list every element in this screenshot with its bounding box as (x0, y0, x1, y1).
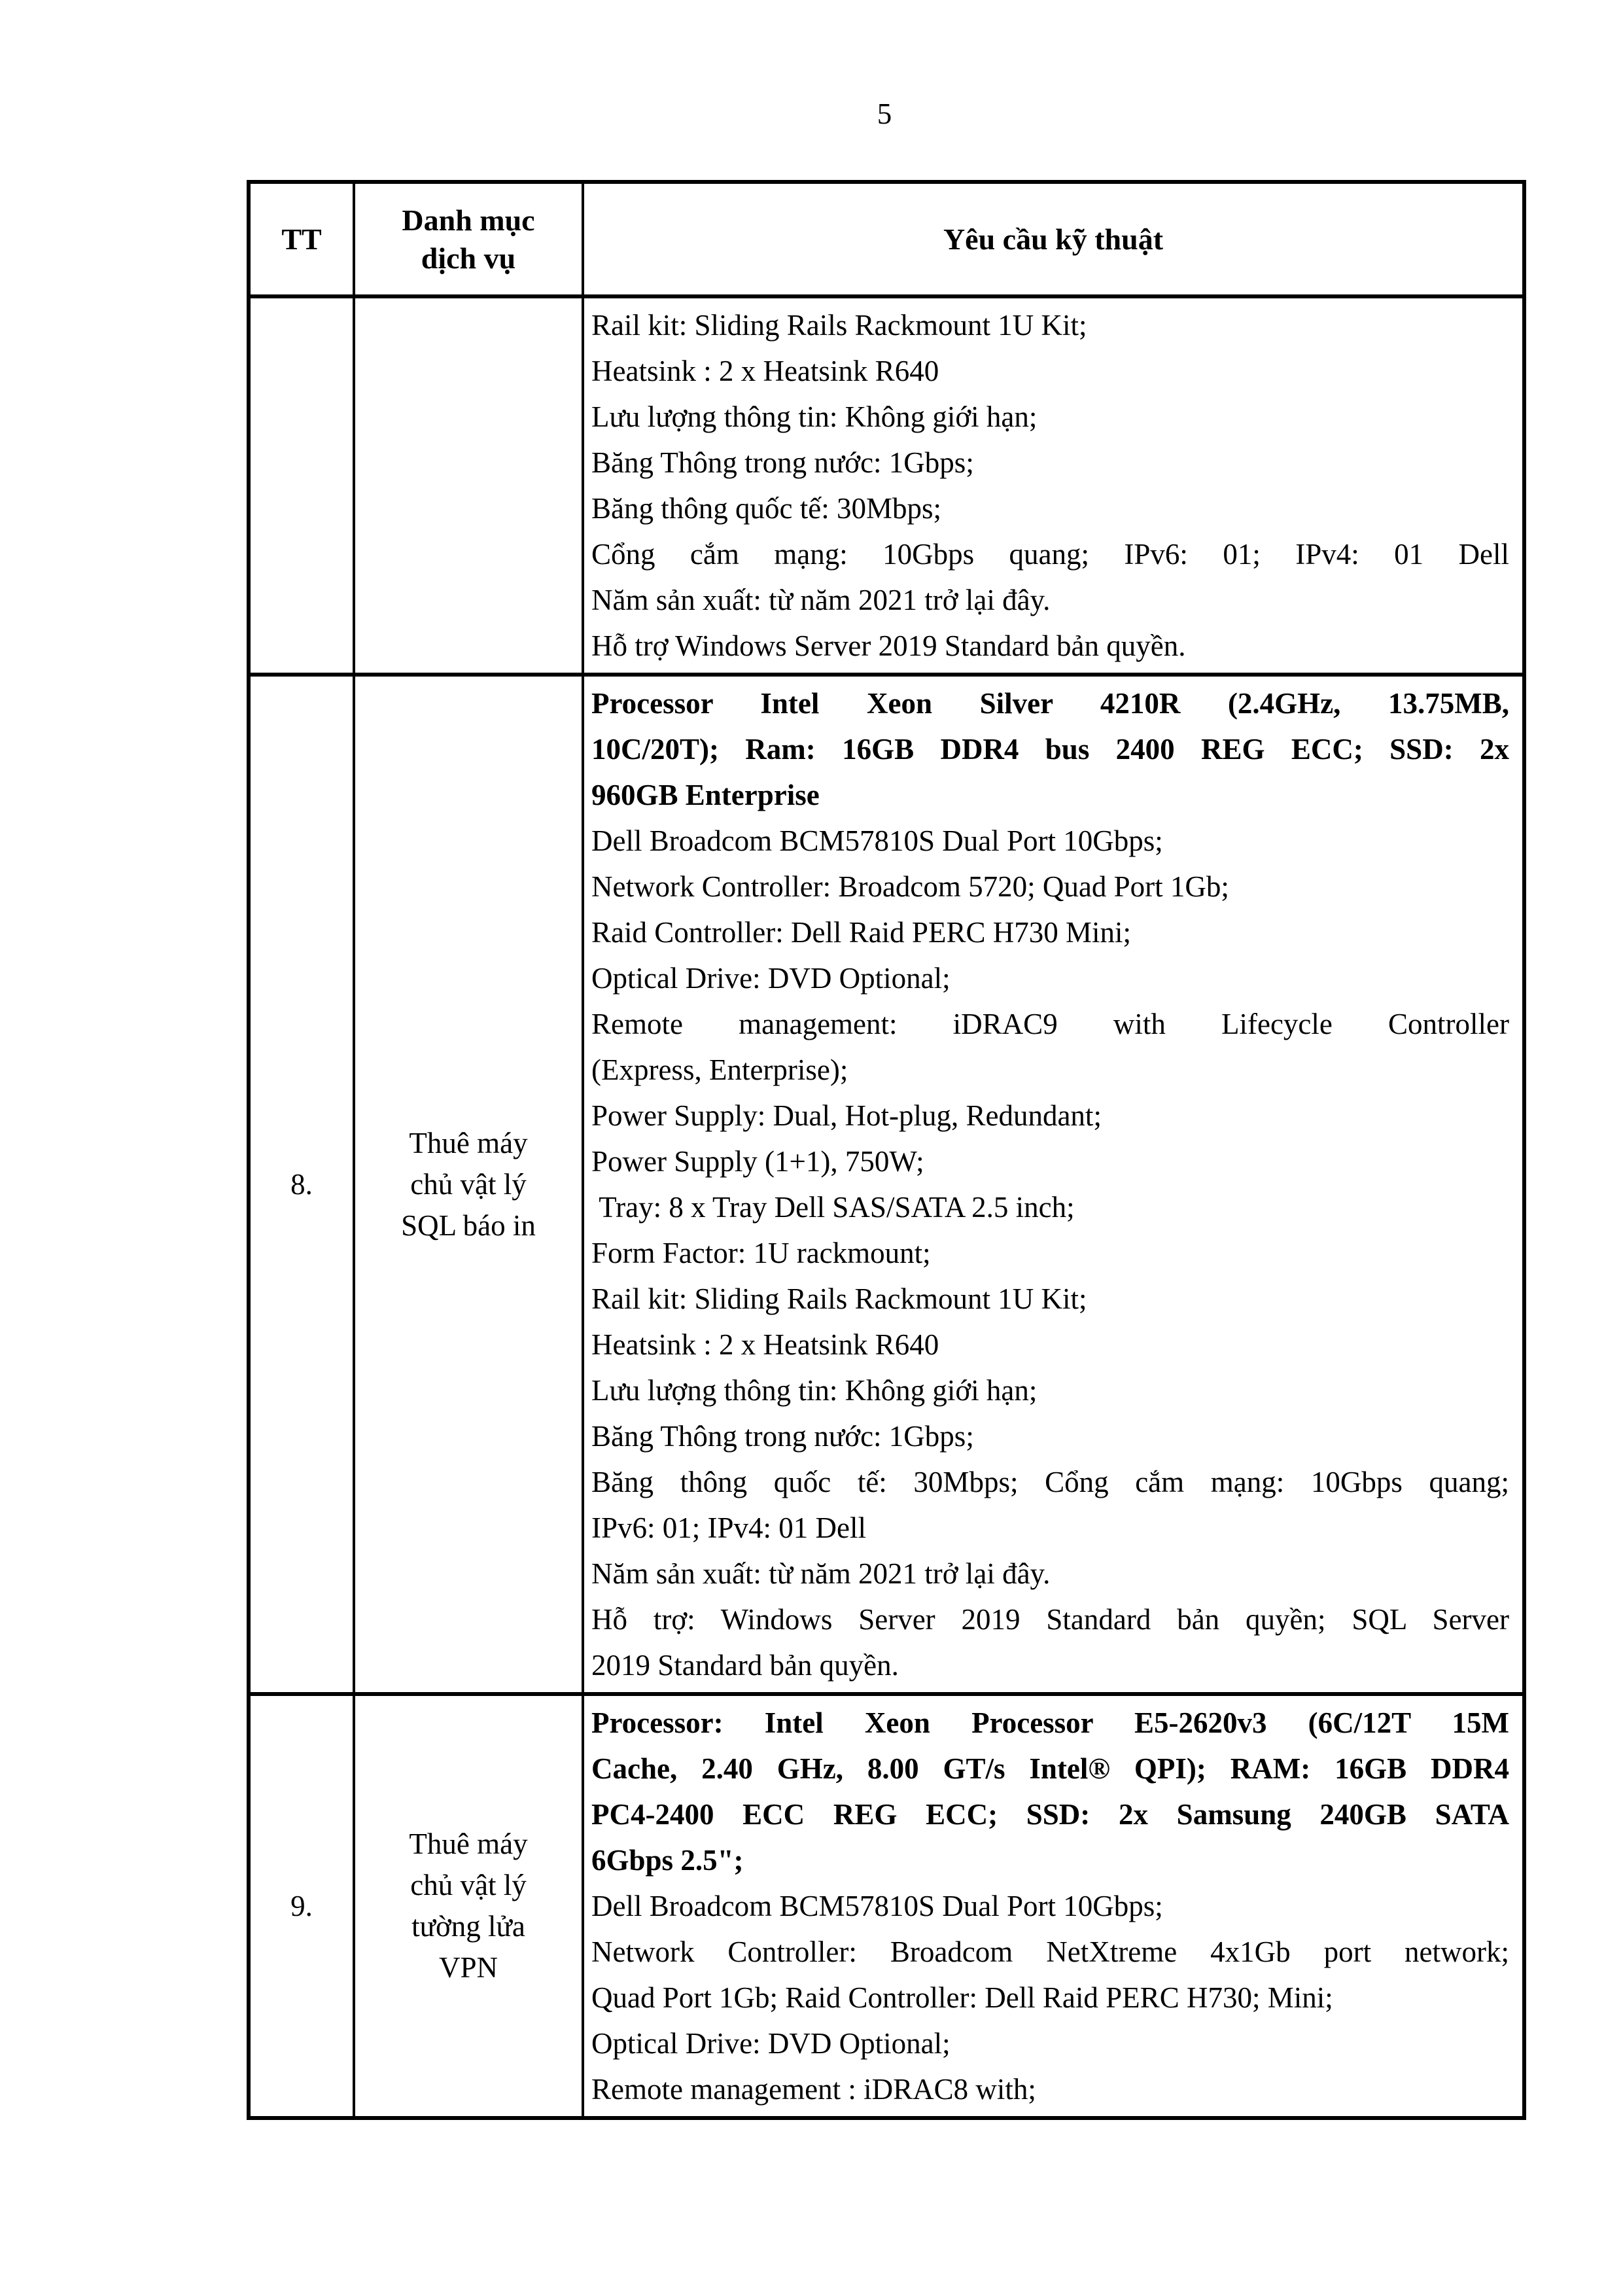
requirement-line: PC4-2400 ECC REG ECC; SSD: 2x Samsung 240GB SATA (591, 1798, 1509, 1831)
requirement-line: Network Controller: Broadcom 5720; Quad Port 1Gb; (591, 870, 1229, 903)
requirement-line: Hỗ trợ: Windows Server 2019 Standard bản quyền; SQL Server (591, 1603, 1509, 1636)
header-row (249, 182, 1524, 296)
cell-tt: 9. (249, 1694, 354, 2118)
table-row (249, 675, 1524, 1694)
requirement-line: Power Supply: Dual, Hot-plug, Redundant; (591, 1099, 1102, 1132)
cell-tt: 8. (249, 675, 354, 1694)
requirement-line: Remote management: iDRAC9 with Lifecycle Controller (591, 1008, 1509, 1040)
requirement-line: Form Factor: 1U rackmount; (591, 1237, 931, 1269)
requirement-line: Dell Broadcom BCM57810S Dual Port 10Gbps; (591, 824, 1163, 857)
header-category-line: Danh mục (402, 203, 535, 237)
requirement-line: (Express, Enterprise); (591, 1053, 848, 1086)
requirement-line: Optical Drive: DVD Optional; (591, 2027, 951, 2060)
requirement-line: Tray: 8 x Tray Dell SAS/SATA 2.5 inch; (591, 1191, 1075, 1224)
category-line: chủ vật lý (410, 1869, 527, 1901)
requirement-line: Lưu lượng thông tin: Không giới hạn; (591, 1374, 1038, 1407)
requirement-line: 6Gbps 2.5"; (591, 1844, 744, 1877)
requirement-line: Optical Drive: DVD Optional; (591, 962, 951, 995)
category-line: chủ vật lý (410, 1167, 527, 1201)
requirement-line: Băng thông quốc tế: 30Mbps; (591, 492, 941, 525)
cell-category (354, 1694, 583, 2118)
cell-requirements (583, 675, 1524, 1694)
category-line: VPN (438, 1951, 498, 1984)
cell-requirements (583, 1694, 1524, 2118)
requirement-line: Processor: Intel Xeon Processor E5-2620v3 (6C/12T 15M (591, 1706, 1509, 1739)
requirement-line: Network Controller: Broadcom NetXtreme 4x1Gb port network; (591, 1935, 1509, 1968)
requirement-line: Remote management : iDRAC8 with; (591, 2073, 1036, 2106)
requirement-line: Processor Intel Xeon Silver 4210R (2.4GHz, 13.75MB, (591, 687, 1509, 720)
requirement-line: Rail kit: Sliding Rails Rackmount 1U Kit; (591, 309, 1087, 342)
requirement-line: Dell Broadcom BCM57810S Dual Port 10Gbps; (591, 1890, 1163, 1922)
requirement-line: Heatsink : 2 x Heatsink R640 (591, 355, 939, 387)
cell-tt (249, 296, 354, 675)
requirement-line: Cổng cắm mạng: 10Gbps quang; IPv6: 01; IPv4: 01 Dell (591, 538, 1509, 571)
requirement-line: Hỗ trợ Windows Server 2019 Standard bản quyền. (591, 629, 1186, 662)
requirement-line: Cache, 2.40 GHz, 8.00 GT/s Intel® QPI); RAM: 16GB DDR4 (591, 1752, 1509, 1785)
category-line: tường lửa (411, 1910, 525, 1943)
requirement-line: Năm sản xuất: từ năm 2021 trở lại đây. (591, 584, 1051, 616)
requirement-line: Băng Thông trong nước: 1Gbps; (591, 446, 974, 479)
requirement-line: 2019 Standard bản quyền. (591, 1649, 899, 1682)
category-line: SQL báo in (401, 1209, 536, 1242)
cell-category (354, 675, 583, 1694)
requirement-line: 10C/20T); Ram: 16GB DDR4 bus 2400 REG ECC; SSD: 2x (591, 733, 1509, 766)
requirement-line: Lưu lượng thông tin: Không giới hạn; (591, 400, 1038, 433)
header-requirements: Yêu cầu kỹ thuật (583, 182, 1524, 296)
table-body (249, 296, 1524, 2118)
requirement-line: Power Supply (1+1), 750W; (591, 1145, 924, 1178)
header-category (354, 182, 583, 296)
requirement-line: 960GB Enterprise (591, 779, 820, 811)
page-number: 5 (877, 97, 892, 130)
table-row (249, 296, 1524, 675)
requirement-line: Năm sản xuất: từ năm 2021 trở lại đây. (591, 1557, 1051, 1590)
requirement-line: Băng Thông trong nước: 1Gbps; (591, 1420, 974, 1453)
category-line: Thuê máy (409, 1126, 528, 1159)
requirement-line: Raid Controller: Dell Raid PERC H730 Mini; (591, 916, 1131, 949)
category-line: Thuê máy (409, 1828, 528, 1860)
requirement-line: Heatsink : 2 x Heatsink R640 (591, 1328, 939, 1361)
header-tt: TT (249, 182, 354, 296)
requirement-line: Rail kit: Sliding Rails Rackmount 1U Kit; (591, 1282, 1087, 1315)
requirements-table (247, 180, 1526, 2120)
cell-category (354, 296, 583, 675)
requirement-line: Băng thông quốc tế: 30Mbps; Cổng cắm mạng: 10Gbps quang; (591, 1466, 1509, 1498)
table-row (249, 1694, 1524, 2118)
table-header (249, 182, 1524, 296)
header-category-line: dịch vụ (421, 241, 516, 275)
cell-requirements (583, 296, 1524, 675)
requirement-line: IPv6: 01; IPv4: 01 Dell (591, 1511, 867, 1544)
requirement-line: Quad Port 1Gb; Raid Controller: Dell Raid PERC H730; Mini; (591, 1981, 1333, 2014)
